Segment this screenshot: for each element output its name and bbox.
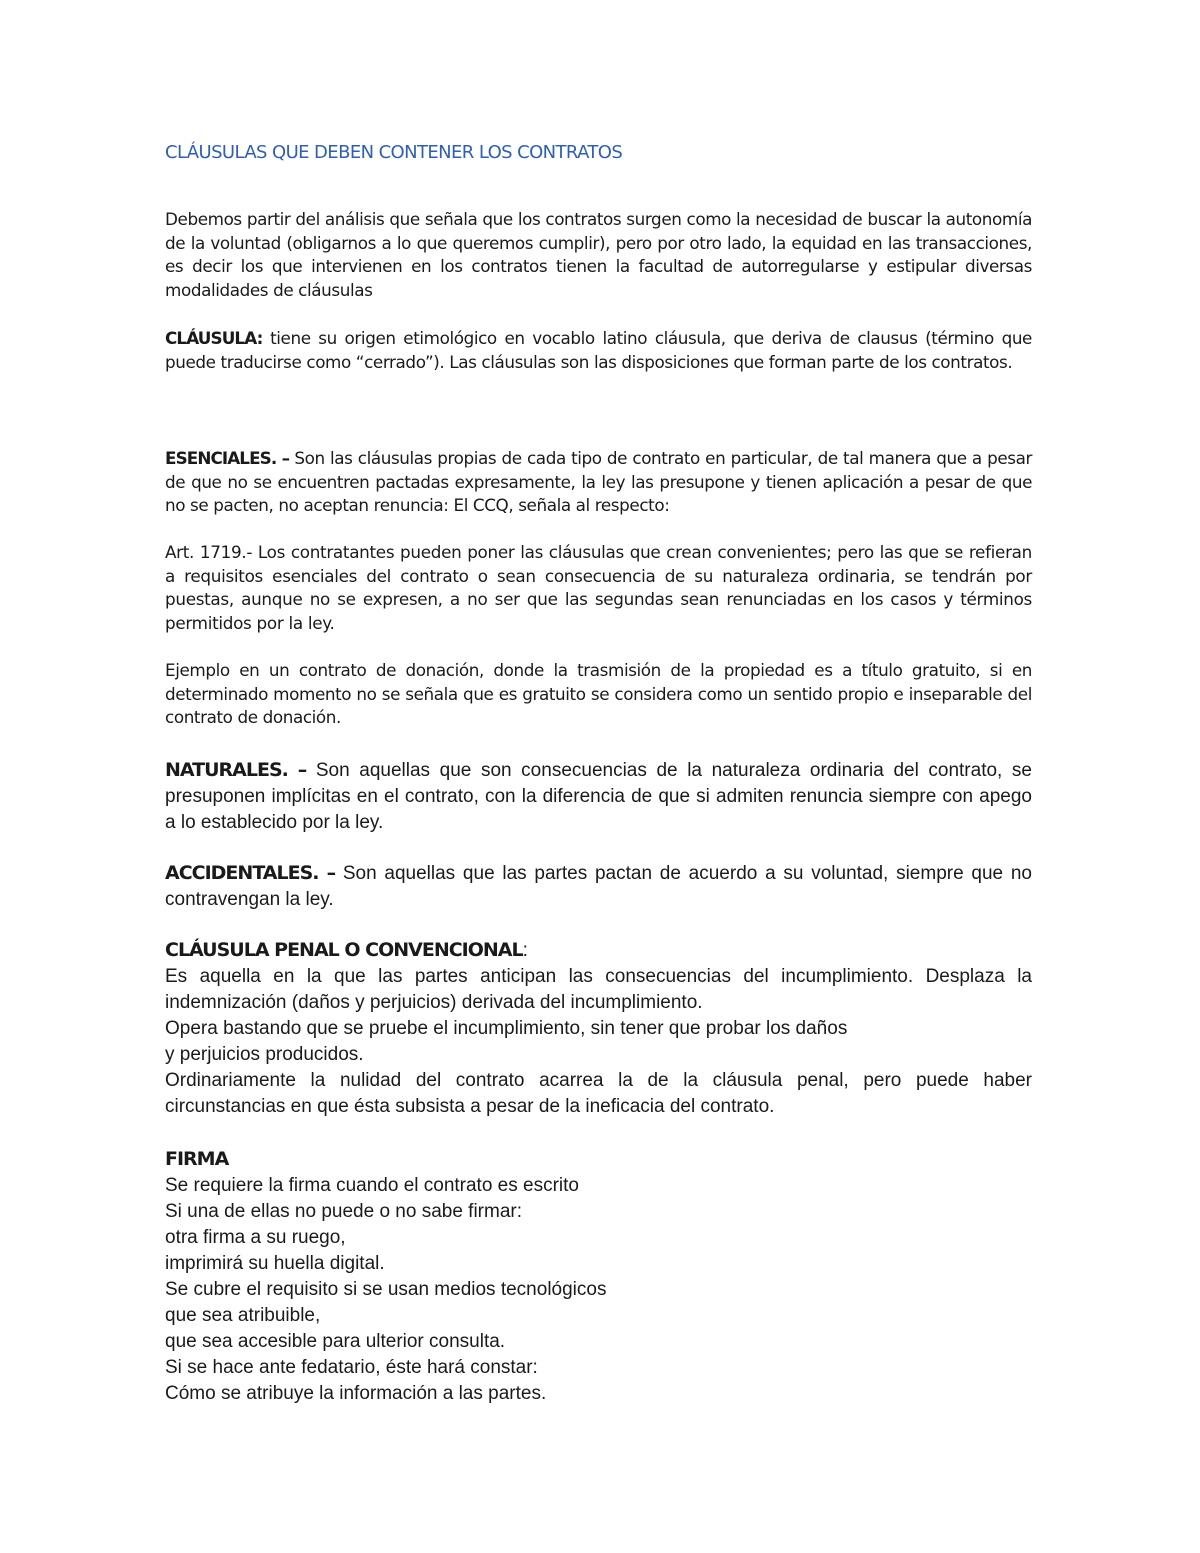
penal-line-2a: Opera bastando que se pruebe el incumplimiento, sin tener que probar los daños bbox=[165, 1018, 848, 1039]
naturales-paragraph bbox=[165, 757, 1032, 836]
penal-colon: : bbox=[522, 940, 528, 961]
clausula-text: tiene su origen etimológico en vocablo latino cláusula, que deriva de clausus (término que puede traducirse como “cerrado”). Las cláusulas son las disposiciones que forman parte de los contratos. bbox=[165, 328, 1032, 372]
firma-line: otra firma a su ruego, bbox=[165, 1227, 346, 1248]
accidentales-text: Son aquellas que las partes pactan de acuerdo a su voluntad, siempre que no contravengan la ley. bbox=[165, 863, 1032, 910]
firma-line: Si una de ellas no puede o no sabe firmar: bbox=[165, 1201, 523, 1222]
firma-heading: FIRMA bbox=[165, 1148, 229, 1170]
naturales-text: Son aquellas que son consecuencias de la naturaleza ordinaria del contrato, se presuponen implícitas en el contrato, con la diferencia de que si admiten renuncia siempre con apego a lo establecido por la ley. bbox=[165, 760, 1032, 833]
intro-paragraph: Debemos partir del análisis que señala que los contratos surgen como la necesidad de buscar la autonomía de la voluntad (obligarnos a lo que queremos cumplir), pero por otro lado, la equidad en las transacciones, es decir los que intervienen en los contratos tienen la facultad de autorregularse y estipular diversas modalidades de cláusulas bbox=[165, 209, 1032, 300]
penal-heading: CLÁUSULA PENAL O CONVENCIONAL bbox=[165, 939, 523, 961]
firma-line: Cómo se atribuye la información a las partes. bbox=[165, 1383, 547, 1404]
accidentales-heading: ACCIDENTALES. – bbox=[165, 862, 336, 884]
firma-line: Si se hace ante fedatario, éste hará constar: bbox=[165, 1357, 538, 1378]
esenciales-paragraph bbox=[165, 447, 1032, 518]
firma-section bbox=[165, 1146, 1032, 1407]
firma-line: Se requiere la firma cuando el contrato es escrito bbox=[165, 1175, 579, 1196]
esenciales-text: Son las cláusulas propias de cada tipo de contrato en particular, de tal manera que a pesar de que no se encuentren pactadas expresamente, la ley las presupone y tienen aplicación a pesar de que no se pacten, no aceptan renuncia: El CCQ, señala al respecto: bbox=[165, 448, 1032, 515]
penal-line-3: Ordinariamente la nulidad del contrato acarrea la de la cláusula penal, pero puede haber circunstancias en que ésta subsista a pesar de la ineficacia del contrato. bbox=[165, 1070, 1032, 1117]
clausula-heading: CLÁUSULA: bbox=[165, 328, 263, 348]
firma-lines bbox=[165, 1173, 1032, 1407]
penal-line-1: Es aquella en la que las partes anticipan las consecuencias del incumplimiento. Desplaza la indemnización (daños y perjuicios) derivada del incumplimiento. bbox=[165, 966, 1032, 1013]
ejemplo-paragraph: Ejemplo en un contrato de donación, donde la trasmisión de la propiedad es a título gratuito, si en determinado momento no se señala que es gratuito se considera como un sentido propio e inseparable del contrato de donación. bbox=[165, 660, 1032, 727]
esenciales-heading: ESENCIALES. – bbox=[165, 448, 290, 468]
penal-heading-line bbox=[165, 937, 1032, 964]
firma-line: Se cubre el requisito si se usan medios tecnológicos bbox=[165, 1279, 607, 1300]
document-title: CLÁUSULAS QUE DEBEN CONTENER LOS CONTRATOS bbox=[165, 142, 623, 163]
naturales-heading: NATURALES. – bbox=[165, 759, 307, 781]
firma-line: que sea accesible para ulterior consulta. bbox=[165, 1331, 506, 1352]
articulo-paragraph: Art. 1719.- Los contratantes pueden poner las cláusulas que crean convenientes; pero las que se refieran a requisitos esenciales del contrato o sean consecuencia de su naturaleza ordinaria, se tendrán por puestas, aunque no se expresen, a no ser que las segundas sean renunciadas en los casos y términos permitidos por la ley. bbox=[165, 542, 1032, 633]
penal-section bbox=[165, 937, 1032, 1120]
accidentales-paragraph bbox=[165, 860, 1032, 913]
clausula-paragraph bbox=[165, 327, 1032, 374]
penal-line-2b: y perjuicios producidos. bbox=[165, 1044, 364, 1065]
firma-line: imprimirá su huella digital. bbox=[165, 1253, 385, 1274]
firma-line: que sea atribuible, bbox=[165, 1305, 321, 1326]
firma-heading-line bbox=[165, 1146, 1032, 1173]
